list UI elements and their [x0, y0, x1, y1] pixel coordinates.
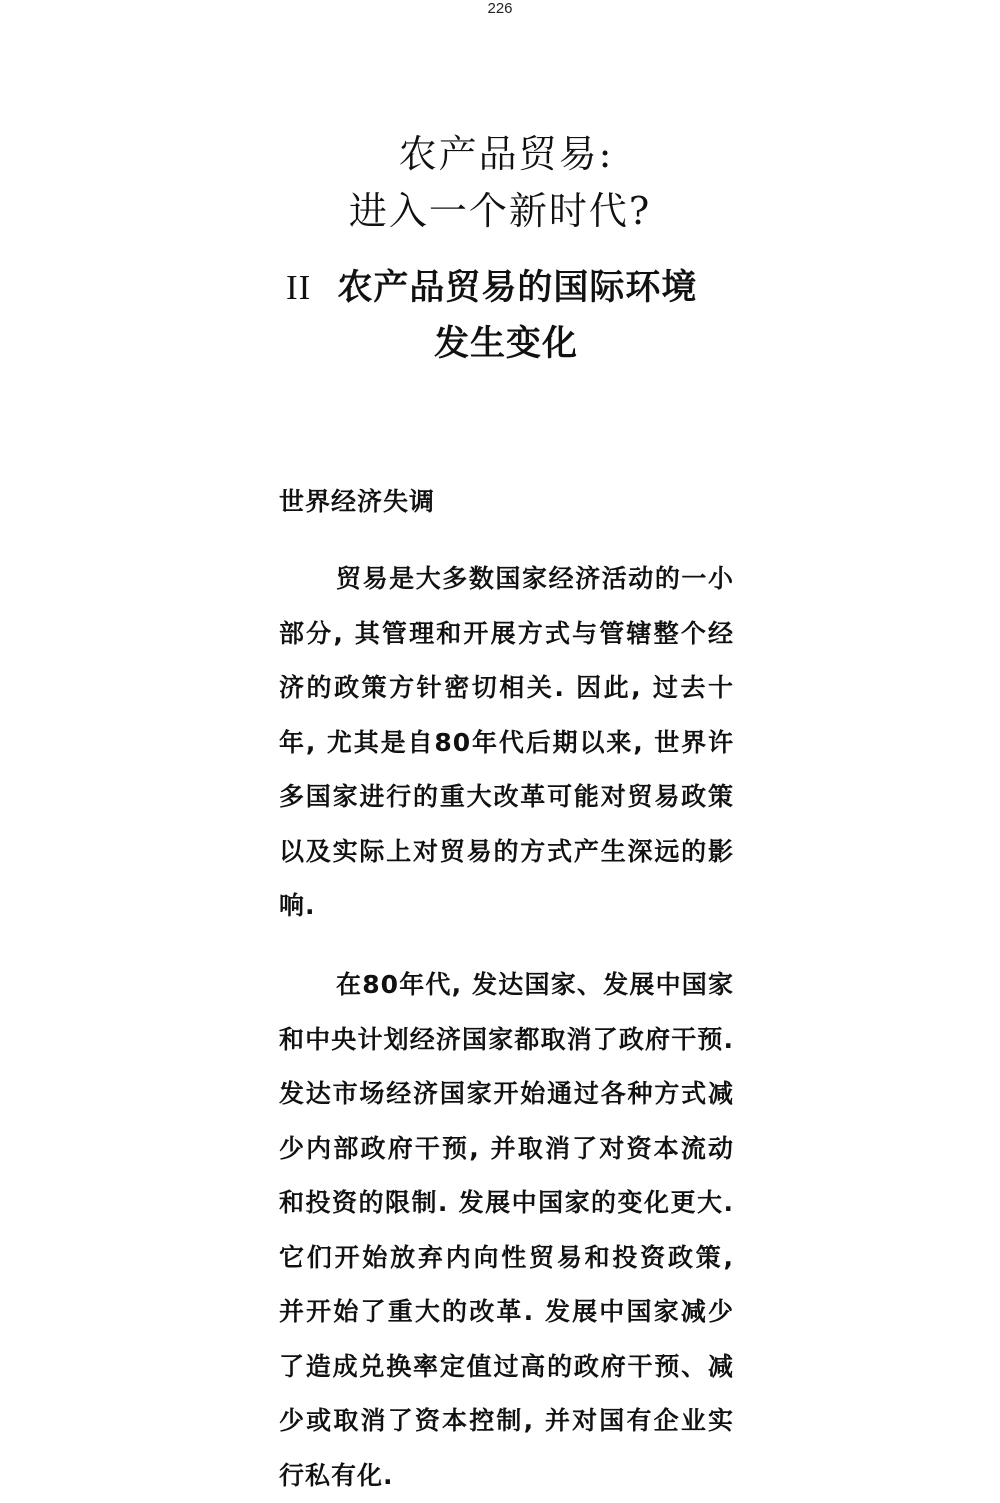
page-number: 226 [487, 0, 513, 17]
body-paragraph-1: 贸易是大多数国家经济活动的一小部分, 其管理和开展方式与管辖整个经济的政策方针密切相关. 因此, 过去十年, 尤其是自80年代后期以来, 世界许多国家进行的重大改革可能对贸易政策以及实际上对贸易的方式产生深远的影响. [279, 564, 734, 920]
chapter-number: II [286, 268, 312, 307]
title-line-1: 农产品贸易: [398, 132, 614, 176]
page-title [0, 126, 1000, 240]
body-paragraph-2: 在80年代, 发达国家、发展中国家和中央计划经济国家都取消了政府干预. 发达市场经济国家开始通过各种方式减少内部政府干预, 并取消了对资本流动和投资的限制. 发展中国家的变化更大. 它们开始放弃内向性贸易和投资政策, 并开始了重大的改革. 发展中国家减少了造成兑换率定值过高的政府干预、减少或取消了资本控制, 并对国有企业实行私有化. [279, 970, 734, 1490]
title-line-2: 进入一个新时代? [348, 189, 652, 233]
chapter-heading [286, 260, 756, 372]
chapter-title-line-2: 发生变化 [434, 324, 579, 364]
section-heading: 世界经济失调 [279, 487, 436, 516]
chapter-title-line-1: 农产品贸易的国际环境 [337, 268, 698, 308]
